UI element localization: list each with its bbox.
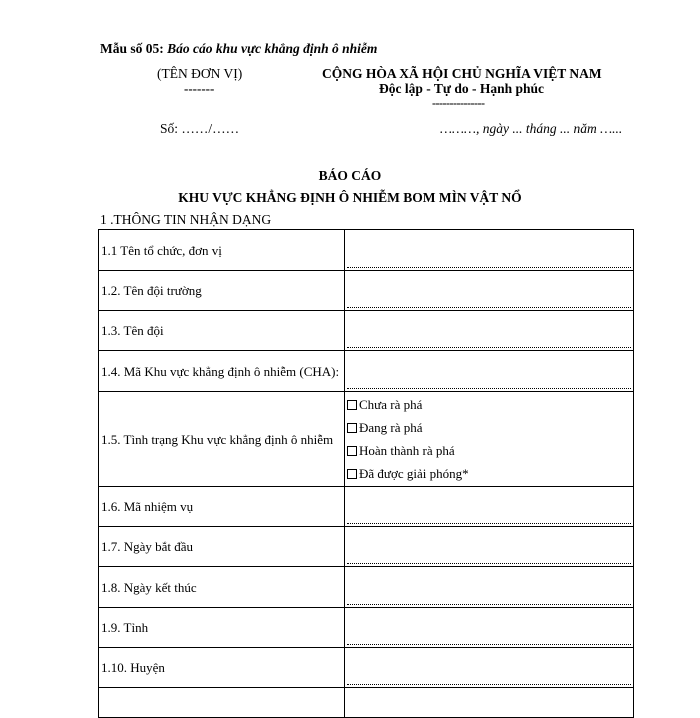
- section-heading: 1 .THÔNG TIN NHẬN DẠNG: [100, 212, 272, 227]
- table-row: [99, 567, 634, 608]
- option-label: Chưa rà phá: [359, 397, 423, 412]
- table-row: [99, 351, 634, 392]
- status-option[interactable]: [345, 416, 633, 439]
- task-code-field[interactable]: [345, 487, 634, 527]
- table-row: [99, 271, 634, 311]
- status-option[interactable]: [345, 439, 633, 462]
- organization-divider: -------: [184, 81, 215, 96]
- cha-code-field[interactable]: [345, 351, 634, 392]
- dotted-line: [347, 388, 631, 389]
- province-field[interactable]: [345, 608, 634, 648]
- form-number: Mẫu số 05:: [100, 41, 164, 56]
- row-label: 1.8. Ngày kết thúc: [99, 567, 345, 608]
- table-row: [99, 688, 634, 718]
- row-label: 1.2. Tên đội trường: [99, 271, 345, 311]
- table-row: [99, 527, 634, 567]
- dotted-line: [347, 563, 631, 564]
- dotted-line: [347, 267, 631, 268]
- document-date: ………, ngày ... tháng ... năm …...: [440, 121, 623, 136]
- option-label: Đã được giải phóng*: [359, 466, 469, 481]
- checkbox-icon[interactable]: [347, 400, 357, 410]
- dotted-line: [347, 604, 631, 605]
- end-date-field[interactable]: [345, 567, 634, 608]
- table-row: [99, 230, 634, 271]
- table-row: [99, 487, 634, 527]
- row-label: 1.9. Tỉnh: [99, 608, 345, 648]
- option-label: Đang rà phá: [359, 420, 423, 435]
- motto-divider: ---------------: [432, 96, 485, 110]
- dotted-line: [347, 347, 631, 348]
- report-subtitle: KHU VỰC KHẲNG ĐỊNH Ô NHIỄM BOM MÌN VẬT NỔ: [178, 190, 522, 205]
- dotted-line: [347, 684, 631, 685]
- checkbox-icon[interactable]: [347, 423, 357, 433]
- checkbox-icon[interactable]: [347, 446, 357, 456]
- status-options: [345, 392, 634, 487]
- row-label: [99, 688, 345, 718]
- dotted-line: [347, 644, 631, 645]
- row-label: 1.1 Tên tổ chức, đơn vị: [99, 230, 345, 271]
- row-label: 1.7. Ngày bắt đầu: [99, 527, 345, 567]
- next-field[interactable]: [345, 688, 634, 718]
- row-label: 1.10. Huyện: [99, 648, 345, 688]
- table-row: [99, 608, 634, 648]
- report-title: BÁO CÁO: [318, 168, 382, 183]
- motto: Độc lập - Tự do - Hạnh phúc: [379, 81, 545, 96]
- team-name-field[interactable]: [345, 311, 634, 351]
- start-date-field[interactable]: [345, 527, 634, 567]
- identification-table: [98, 229, 634, 718]
- status-option[interactable]: [345, 462, 633, 485]
- dotted-line: [347, 307, 631, 308]
- table-row: [99, 648, 634, 688]
- table-row: [99, 392, 634, 487]
- dotted-line: [347, 523, 631, 524]
- team-leader-field[interactable]: [345, 271, 634, 311]
- option-label: Hoàn thành rà phá: [359, 443, 455, 458]
- row-label: 1.5. Tình trạng Khu vực khẳng định ô nhiễm: [99, 392, 345, 487]
- status-option[interactable]: [345, 393, 633, 416]
- table-row: [99, 311, 634, 351]
- checkbox-icon[interactable]: [347, 469, 357, 479]
- organization-label: (TÊN ĐƠN VỊ): [157, 66, 243, 81]
- form-title: Báo cáo khu vực khẳng định ô nhiễm: [167, 41, 378, 56]
- document-number: Số: ……/……: [160, 121, 240, 136]
- row-label: 1.3. Tên đội: [99, 311, 345, 351]
- nation-title: CỘNG HÒA XÃ HỘI CHỦ NGHĨA VIỆT NAM: [322, 66, 602, 81]
- row-label: 1.6. Mã nhiệm vụ: [99, 487, 345, 527]
- form-number-heading: [100, 41, 377, 57]
- district-field[interactable]: [345, 648, 634, 688]
- organization-name-field[interactable]: [345, 230, 634, 271]
- row-label: 1.4. Mã Khu vực khẳng định ô nhiễm (CHA):: [99, 351, 345, 392]
